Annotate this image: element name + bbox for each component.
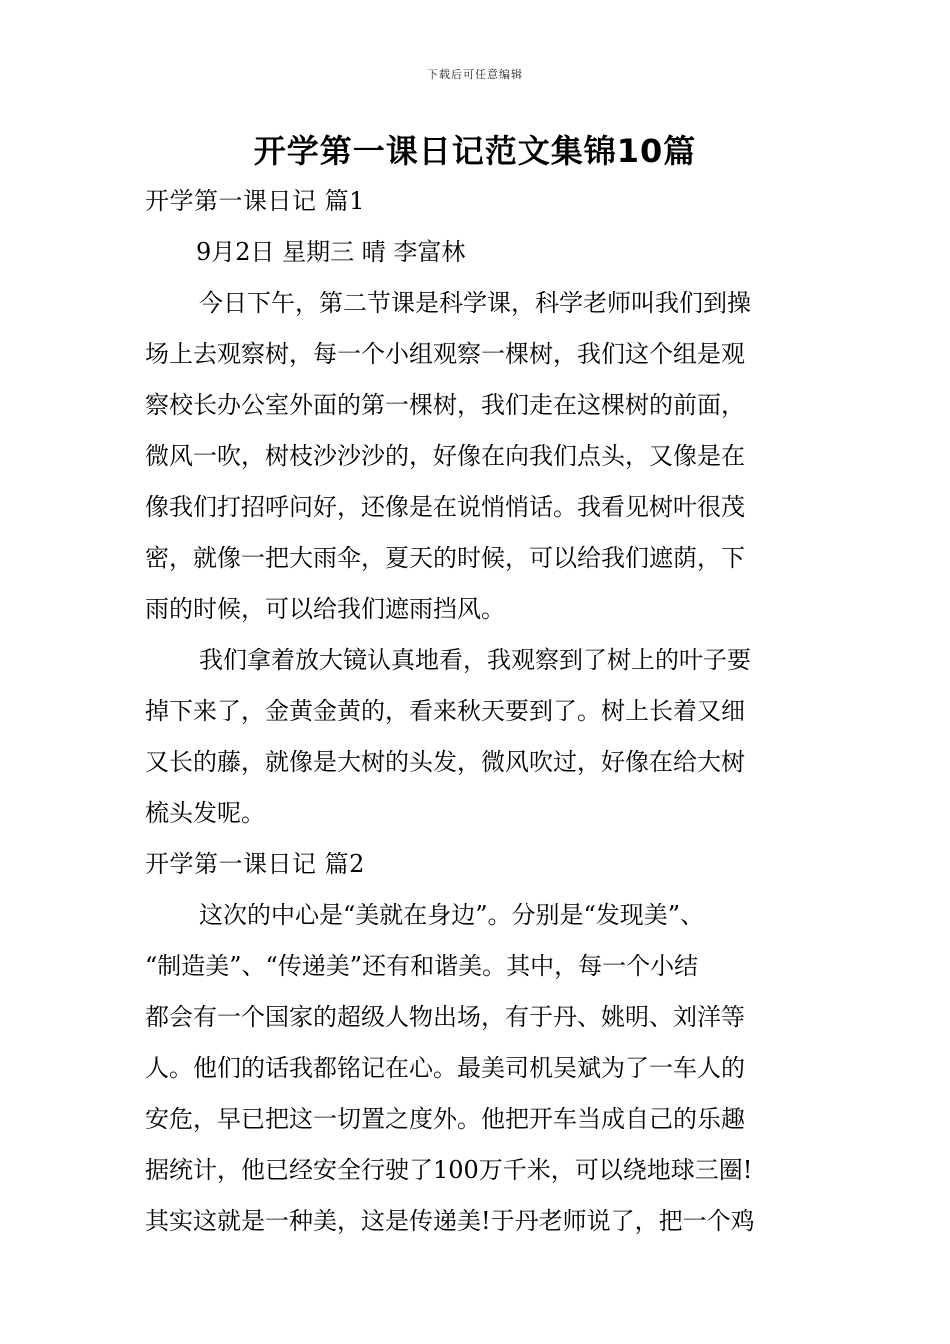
paragraph-line: 梳头发呢。 <box>145 799 265 827</box>
paragraph-first-line: 我们拿着放大镜认真地看，我观察到了树上的叶子要 <box>199 646 751 674</box>
header-note: 下载后可任意编辑 <box>427 68 523 81</box>
paragraph-line: “制造美”、“传递美”还有和谐美。其中，每一个小结 <box>145 952 699 980</box>
section-heading: 开学第一课日记 篇2 <box>145 850 365 878</box>
paragraph-line: 像我们打招呼问好，还像是在说悄悄话。我看见树叶很茂 <box>145 493 745 521</box>
diary-date-line: 9月2日 星期三 晴 李富林 <box>196 238 466 266</box>
paragraph-line: 据统计，他已经安全行驶了100万千米，可以绕地球三圈! <box>145 1156 753 1184</box>
paragraph-line: 又长的藤，就像是大树的头发，微风吹过，好像在给大树 <box>145 748 745 776</box>
paragraph-line: 掉下来了，金黄金黄的，看来秋天要到了。树上长着又细 <box>145 697 745 725</box>
paragraph-line: 场上去观察树，每一个小组观察一棵树，我们这个组是观 <box>145 340 745 368</box>
paragraph-line: 人。他们的话我都铭记在心。最美司机吴斌为了一车人的 <box>145 1054 745 1082</box>
paragraph-line: 察校长办公室外面的第一棵树，我们走在这棵树的前面， <box>145 391 745 419</box>
document-title: 开学第一课日记范文集锦10篇 <box>253 132 697 170</box>
paragraph-first-line: 这次的中心是“美就在身边”。分别是“发现美”、 <box>199 901 705 929</box>
paragraph-first-line: 今日下午，第二节课是科学课，科学老师叫我们到操 <box>199 289 751 317</box>
paragraph-line: 安危，早已把这一切置之度外。他把开车当成自己的乐趣 <box>145 1105 745 1133</box>
section-heading: 开学第一课日记 篇1 <box>145 187 365 215</box>
document-body <box>145 178 807 1249</box>
paragraph-line: 微风一吹，树枝沙沙沙的，好像在向我们点头，又像是在 <box>145 442 745 470</box>
paragraph-line: 都会有一个国家的超级人物出场，有于丹、姚明、刘洋等 <box>145 1003 745 1031</box>
paragraph-line: 雨的时候，可以给我们遮雨挡风。 <box>145 595 505 623</box>
paragraph-line: 密，就像一把大雨伞，夏天的时候，可以给我们遮荫，下 <box>145 544 745 572</box>
paragraph-line: 其实这就是一种美，这是传递美!于丹老师说了，把一个鸡 <box>145 1207 755 1235</box>
